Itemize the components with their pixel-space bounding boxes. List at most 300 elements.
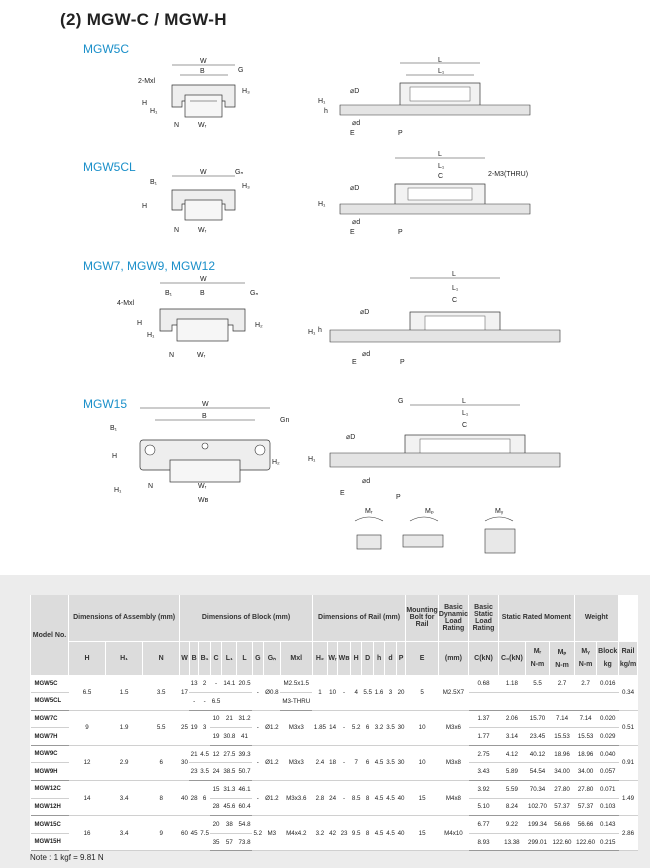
table-cell: 31.3 [222,781,237,799]
svg-text:L₁: L₁ [452,285,459,292]
table-row [31,816,638,834]
table-cell [469,693,499,711]
model-cell: MGW12H [31,798,69,816]
svg-text:H₂: H₂ [255,322,263,329]
table-cell: 4 [350,675,361,710]
subhdr-col: C(kN) [469,641,499,675]
table-cell: 31.2 [237,710,252,728]
table-cell: 56.66 [574,816,597,834]
table-cell: 14 [328,710,338,745]
svg-text:H₁: H₁ [308,329,316,336]
table-cell: 38 [222,816,237,834]
drawing-mgw7-side [300,270,570,370]
table-cell: 1.49 [619,781,638,816]
svg-text:E: E [350,229,355,236]
table-cell: 1.77 [469,728,499,746]
table-row [31,745,638,763]
table-cell: 5.10 [469,798,499,816]
moment-diagrams [345,505,525,565]
svg-text:Wᵣ: Wᵣ [198,483,207,490]
table-cell: 23 [189,763,199,781]
table-cell: 57 [222,833,237,851]
table-cell: - [252,745,263,780]
svg-text:B₁: B₁ [165,290,173,297]
table-cell: 2.86 [619,816,638,851]
subhdr-col: C [210,641,221,675]
table-cell: 60 [180,816,190,851]
table-cell: 1.37 [469,710,499,728]
hdr-dyn: Basic Dynamic Load Rating [438,595,468,641]
table-cell: 60.4 [237,798,252,816]
table-cell: M2.5x1.5 [280,675,312,693]
svg-text:H₁: H₁ [114,487,122,494]
svg-text:N: N [174,227,180,234]
svg-text:H: H [137,320,143,327]
svg-text:C: C [462,422,468,429]
svg-text:N: N [174,122,180,129]
svg-text:P: P [400,359,405,366]
table-cell: 14.1 [222,675,237,693]
svg-text:G: G [238,67,244,74]
subhdr-col: h [373,641,384,675]
svg-text:H₁: H₁ [147,332,155,339]
table-cell: 6 [143,745,180,780]
table-cell: 34.00 [550,763,575,781]
subhdr-col: Mₚ N-m [550,641,575,675]
table-cell: 3.4 [106,816,143,851]
subhdr-col: G [252,641,263,675]
table-cell: 3.2 [373,710,384,745]
svg-text:G: G [398,398,404,405]
svg-text:H₁: H₁ [318,98,326,105]
model-cell: MGW7H [31,728,69,746]
table-cell: 1.6 [373,675,384,710]
subhdr-col: N [143,641,180,675]
svg-text:W: W [200,276,207,283]
table-cell: 30.8 [222,728,237,746]
spec-table [30,595,638,851]
section-label-mgw5c: MGW5C [83,42,129,56]
table-cell: 0.103 [597,798,619,816]
table-cell: 23 [338,816,351,851]
table-cell [597,693,619,711]
table-cell: 30 [396,710,406,745]
table-cell: 13 [189,675,199,693]
svg-text:L: L [452,271,456,278]
table-cell: 3.5 [385,745,396,780]
table-cell: 0.029 [597,728,619,746]
table-cell: 46.1 [237,781,252,799]
table-cell: 27.80 [550,781,575,799]
table-cell: 8.24 [499,798,526,816]
svg-text:4-Mxl: 4-Mxl [117,300,135,307]
table-cell: - [252,781,263,816]
table-cell: 9.22 [499,816,526,834]
table-cell: 3 [199,710,210,745]
table-cell: 1.85 [312,710,327,745]
table-cell: 56.66 [550,816,575,834]
hdr-bolt: Mounting Bolt for Rail [406,595,439,641]
table-cell: M4x4.2 [280,816,312,851]
table-cell: 21 [222,710,237,728]
table-cell: - [210,675,221,693]
svg-text:L₁: L₁ [462,410,469,417]
table-cell: 6 [362,745,373,780]
svg-text:B₁: B₁ [150,179,158,186]
hdr-assembly: Dimensions of Assembly (mm) [69,595,180,641]
table-cell: 3.5 [199,763,210,781]
table-cell: 122.60 [550,833,575,851]
table-cell: 8 [143,781,180,816]
svg-text:⌀D: ⌀D [350,88,360,95]
svg-text:P: P [398,229,403,236]
subhdr-col: B₁ [199,641,210,675]
table-cell [525,693,550,711]
table-cell: 4.5 [385,781,396,816]
subhdr-col: Wᵣ [328,641,338,675]
table-cell: 20 [396,675,406,710]
table-cell: 5 [406,675,439,710]
svg-text:E: E [350,130,355,137]
svg-text:⌀D: ⌀D [360,309,370,316]
table-cell: 8.93 [469,833,499,851]
section-label-mgw5cl: MGW5CL [83,160,136,174]
svg-text:h: h [318,327,322,334]
table-cell: 40.12 [525,745,550,763]
svg-text:W: W [202,401,209,408]
table-cell: 24 [210,763,221,781]
hdr-moment: Static Rated Moment [499,595,575,641]
table-cell: 4.5 [373,816,384,851]
table-cell: M3x3 [280,745,312,780]
table-cell [499,693,526,711]
model-cell: MGW12C [31,781,69,799]
table-cell: 5.5 [143,710,180,745]
subhdr-col: Block kg [597,641,619,675]
svg-text:B₁: B₁ [110,425,118,432]
table-cell: 0.51 [619,710,638,745]
table-cell: 15 [210,781,221,799]
hdr-weight: Weight [574,595,618,641]
table-cell: 3.43 [469,763,499,781]
svg-text:B: B [200,68,205,75]
table-cell: 7.14 [550,710,575,728]
subhdr-col: W [180,641,190,675]
drawing-mgw5c-front [130,55,260,135]
svg-text:N: N [169,352,175,359]
table-cell: Ø1.2 [264,781,281,816]
svg-text:P: P [396,494,401,501]
subhdr-col: Mxl [280,641,312,675]
table-cell: 2 [199,675,210,693]
table-cell: Ø1.2 [264,745,281,780]
subhdr-col: H [69,641,106,675]
svg-text:E: E [340,490,345,497]
table-cell: 12 [69,745,106,780]
table-cell: 199.34 [525,816,550,834]
table-cell: 5.5 [525,675,550,693]
table-cell: 28 [210,798,221,816]
table-cell [574,693,597,711]
table-cell: 34.00 [574,763,597,781]
svg-text:2-Mxl: 2-Mxl [138,78,156,85]
table-cell: 50.7 [237,763,252,781]
section-label-mgw15: MGW15 [83,397,128,411]
table-cell: 8 [362,781,373,816]
table-cell: 7 [350,745,361,780]
table-cell: 19 [210,728,221,746]
table-cell: 3 [385,675,396,710]
svg-text:C: C [452,297,458,304]
table-cell: 6 [362,710,373,745]
table-cell: 27.80 [574,781,597,799]
table-cell: 54.8 [237,816,252,834]
svg-text:Wᵣ: Wᵣ [198,227,207,234]
svg-text:⌀D: ⌀D [350,185,360,192]
hdr-rail: Dimensions of Rail (mm) [312,595,405,641]
table-cell: 1.5 [106,675,143,710]
table-cell: 15.70 [525,710,550,728]
table-cell: 2.4 [312,745,327,780]
model-cell: MGW7C [31,710,69,728]
table-cell: 4.12 [499,745,526,763]
hdr-stat: Basic Static Load Rating [469,595,499,641]
svg-text:⌀d: ⌀d [362,478,371,485]
table-cell: 6.5 [210,693,221,711]
subhdr-col: d [385,641,396,675]
svg-text:L₁: L₁ [438,163,445,170]
table-cell: M3 [264,816,281,851]
table-cell: 39.3 [237,745,252,763]
svg-text:Gₙ: Gₙ [235,169,244,176]
model-cell: MGW15C [31,816,69,834]
table-cell: 12 [210,745,221,763]
svg-text:L₁: L₁ [438,68,445,75]
table-cell: 5.5 [362,675,373,710]
subhdr-col: D [362,641,373,675]
svg-text:2-M3(THRU): 2-M3(THRU) [488,171,529,178]
svg-text:Gₙ: Gₙ [250,290,259,297]
table-cell: 15.53 [574,728,597,746]
table-cell: 40 [180,781,190,816]
table-cell: 17 [180,675,190,710]
table-cell: 4.5 [373,745,384,780]
subhdr-col: H [350,641,361,675]
table-cell: 0.016 [597,675,619,693]
table-cell: 0.020 [597,710,619,728]
table-cell: M3x6 [438,710,468,745]
table-cell: 9 [69,710,106,745]
model-cell: MGW5C [31,675,69,693]
svg-text:Gn: Gn [280,417,290,424]
table-cell: 2.8 [312,781,327,816]
svg-text:⌀D: ⌀D [346,434,356,441]
subhdr-col: Mᵧ N-m [574,641,597,675]
svg-text:W: W [200,169,207,176]
table-cell: M3x8 [438,745,468,780]
table-cell: M3x3 [280,710,312,745]
table-cell: 3.5 [385,710,396,745]
table-cell: 4.5 [199,745,210,763]
table-cell: 42 [328,816,338,851]
table-cell: M3x3.6 [280,781,312,816]
table-cell: 57.37 [550,798,575,816]
svg-text:L: L [462,398,466,405]
table-cell: 30 [396,745,406,780]
table-cell: Ø1.2 [264,710,281,745]
table-cell: 20 [210,816,221,834]
table-cell: 10 [406,710,439,745]
table-cell: 1 [312,675,327,710]
drawing-mgw7-front [115,275,275,365]
svg-text:H: H [142,100,148,107]
table-cell: 1.18 [499,675,526,693]
subhdr-col: Wʙ [338,641,351,675]
drawing-mgw5cl-front [130,168,260,240]
subhdr-col: H₂ [312,641,327,675]
table-cell: 2.7 [550,675,575,693]
table-cell: M4x10 [438,816,468,851]
svg-text:Mₚ: Mₚ [425,508,434,515]
table-cell: M2.5X7 [438,675,468,710]
table-cell: 28 [189,781,199,816]
table-cell: 13.38 [499,833,526,851]
svg-text:H₂: H₂ [272,459,280,466]
table-cell: 57.37 [574,798,597,816]
svg-text:E: E [352,359,357,366]
table-cell: 7.5 [199,816,210,851]
subhdr-col: L [237,641,252,675]
svg-text:Wᵣ: Wᵣ [198,122,207,129]
table-cell: 4.5 [385,816,396,851]
table-cell: 7.14 [574,710,597,728]
table-cell: 6.5 [69,675,106,710]
table-cell: 10 [210,710,221,728]
hdr-block: Dimensions of Block (mm) [180,595,313,641]
table-cell: 15.53 [550,728,575,746]
svg-text:H: H [142,203,148,210]
table-cell [237,693,252,711]
table-cell: 0.071 [597,781,619,799]
table-cell: 299.01 [525,833,550,851]
subhdr-col: (mm) [438,641,468,675]
table-cell: - [199,693,210,711]
svg-text:P: P [398,130,403,137]
svg-text:B: B [200,290,205,297]
table-cell: 70.34 [525,781,550,799]
table-cell [222,693,237,711]
table-cell: - [252,710,263,745]
table-cell: 5.2 [350,710,361,745]
subhdr-col: L₁ [222,641,237,675]
table-cell: M4x8 [438,781,468,816]
table-cell: 18.96 [550,745,575,763]
table-row [31,781,638,799]
table-cell: 2.7 [574,675,597,693]
drawing-mgw5cl-side [310,150,540,240]
table-cell: 2.75 [469,745,499,763]
table-cell: 16 [69,816,106,851]
table-cell: 1.9 [106,710,143,745]
subhdr-col: E [406,641,439,675]
table-cell: 0.040 [597,745,619,763]
table-cell: Ø0.8 [264,675,281,710]
table-cell: 5.89 [499,763,526,781]
model-cell: MGW9H [31,763,69,781]
table-cell: 15 [406,816,439,851]
table-cell: 24 [328,781,338,816]
table-cell: 21 [189,745,199,763]
svg-text:Wᵣ: Wᵣ [197,352,206,359]
drawing-mgw5c-side [310,55,540,145]
subhdr-col: Rail kg/m [619,641,638,675]
table-row [31,710,638,728]
table-cell: 3.2 [312,816,327,851]
table-cell: - [338,675,351,710]
table-cell: 23.45 [525,728,550,746]
table-cell: 27.5 [222,745,237,763]
table-cell: 41 [237,728,252,746]
spec-table-area [0,575,650,868]
subhdr-col: B [189,641,199,675]
svg-text:H₁: H₁ [318,201,326,208]
table-cell: 10 [406,745,439,780]
table-cell: M3-THRU [280,693,312,711]
hdr-model: Model No. [31,595,69,675]
subhdr-col: Gₙ [264,641,281,675]
table-cell: 3.4 [106,781,143,816]
svg-text:N: N [148,483,154,490]
table-cell: 0.143 [597,816,619,834]
svg-text:L: L [438,57,442,64]
svg-text:H₃: H₃ [242,88,250,95]
table-cell: - [252,675,263,710]
table-cell: 19 [189,710,199,745]
table-cell: 20.5 [237,675,252,693]
footnote: Note : 1 kgf = 9.81 N [30,853,104,862]
svg-text:H₃: H₃ [242,183,250,190]
subhdr-col: H₁ [106,641,143,675]
table-cell: 102.70 [525,798,550,816]
model-cell: MGW15H [31,833,69,851]
table-cell: 18 [328,745,338,780]
model-cell: MGW5CL [31,693,69,711]
table-cell: 8.5 [350,781,361,816]
table-cell: 73.8 [237,833,252,851]
table-cell: 122.60 [574,833,597,851]
table-cell [550,693,575,711]
table-cell: 0.68 [469,675,499,693]
svg-text:⌀d: ⌀d [352,120,361,127]
subhdr-col: C₀(kN) [499,641,526,675]
svg-text:⌀d: ⌀d [352,219,361,226]
table-cell: - [189,693,199,711]
table-row [31,675,638,693]
table-cell: - [338,710,351,745]
table-cell: 2.06 [499,710,526,728]
drawing-mgw15-front [100,400,300,510]
table-cell: 35 [210,833,221,851]
svg-text:B: B [202,413,207,420]
table-cell: 40 [396,816,406,851]
table-cell: 0.34 [619,675,638,710]
svg-text:H₁: H₁ [150,108,158,115]
table-cell: 3.14 [499,728,526,746]
table-cell: 45.6 [222,798,237,816]
table-cell: 5.59 [499,781,526,799]
table-cell: 6 [199,781,210,816]
table-cell: - [338,745,351,780]
